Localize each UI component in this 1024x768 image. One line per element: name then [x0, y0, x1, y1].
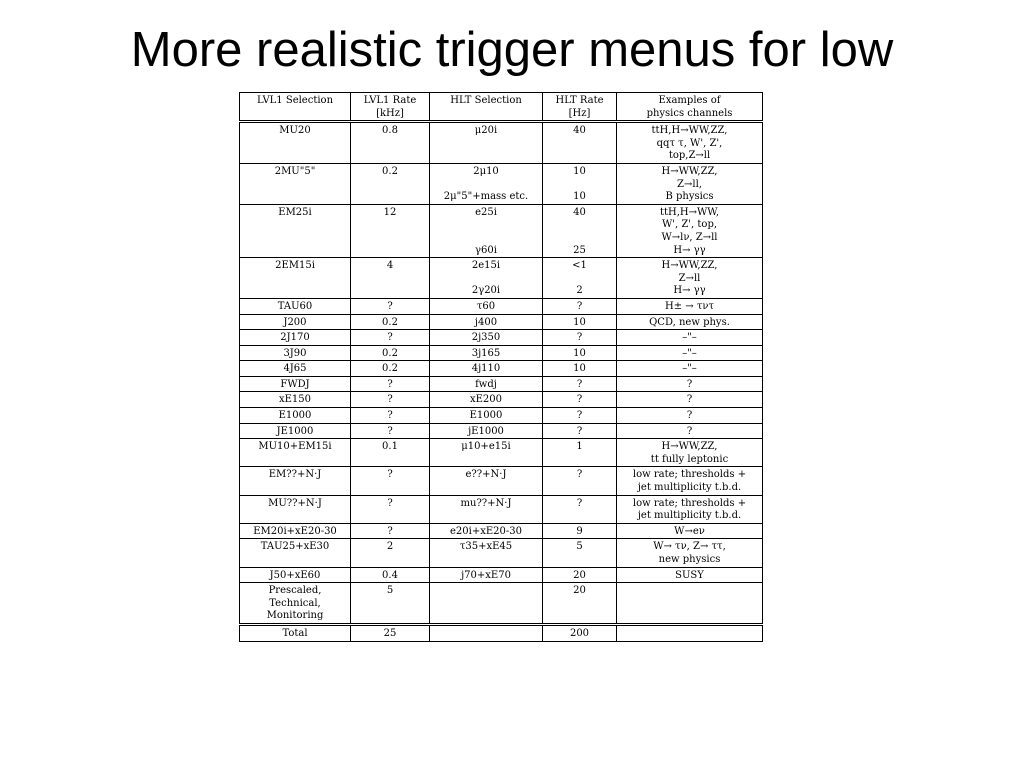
- cell-lvl1-rate: [351, 583, 430, 625]
- cell-line: ?: [387, 332, 393, 344]
- cell-line: ?: [387, 394, 393, 406]
- cell-line: 200: [569, 627, 590, 639]
- cell-hlt-selection: [430, 583, 543, 625]
- cell-line: 0.4: [382, 569, 398, 581]
- cell-line: 4j110: [471, 363, 501, 375]
- cell-lvl1-selection: [240, 495, 351, 523]
- cell-line: [432, 585, 540, 598]
- cell-hlt-selection: [430, 467, 543, 495]
- cell-physics-channels: [617, 392, 763, 408]
- cell-line: [432, 273, 540, 286]
- cell-line: j400: [474, 316, 498, 328]
- cell-line: 2: [386, 541, 394, 553]
- cell-line: 0.2: [382, 363, 398, 375]
- cell-line: 20: [573, 585, 586, 597]
- cell-physics-channels: [617, 408, 763, 424]
- cell-hlt-rate: [543, 314, 617, 330]
- cell-line: 1: [576, 441, 583, 453]
- cell-hlt-rate: [543, 583, 617, 625]
- table-row: [240, 495, 763, 523]
- cell-line: [432, 219, 540, 232]
- cell-line: QCD, new phys.: [649, 316, 730, 328]
- cell-lvl1-rate: [351, 408, 430, 424]
- trigger-menu-table: [239, 92, 763, 642]
- cell-line: H→WW,ZZ,: [661, 441, 718, 453]
- table-row: [240, 163, 763, 204]
- cell-line: 0.1: [382, 441, 398, 453]
- cell-line: W→lν, Z→ll: [661, 231, 718, 243]
- table-row: [240, 439, 763, 467]
- cell-line: 12: [383, 206, 397, 218]
- cell-line: H→ γγ: [673, 244, 706, 256]
- cell-line: μ20i: [474, 125, 498, 137]
- cell-hlt-selection: [430, 122, 543, 164]
- cell-lvl1-rate: [351, 204, 430, 257]
- cell-line: low rate; thresholds +: [632, 497, 747, 509]
- cell-hlt-selection: [430, 298, 543, 314]
- cell-physics-channels: [617, 361, 763, 377]
- cell-hlt-selection: [430, 204, 543, 257]
- cell-line: HLT Selection: [450, 95, 522, 106]
- cell-line: mu??+N·J: [460, 497, 512, 509]
- cell-line: [545, 179, 614, 192]
- cell-line: 5: [576, 541, 583, 553]
- cell-line: 3J90: [283, 347, 307, 359]
- cell-line: ?: [387, 410, 393, 422]
- cell-line: [619, 628, 760, 641]
- cell-line: ?: [387, 300, 393, 312]
- cell-line: 0.2: [382, 347, 398, 359]
- cell-line: MU20: [279, 125, 311, 137]
- cell-lvl1-rate: [351, 439, 430, 467]
- cell-line: 10: [573, 165, 586, 177]
- cell-hlt-rate: [543, 523, 617, 539]
- cell-hlt-rate: [543, 122, 617, 164]
- cell-physics-channels: [617, 122, 763, 164]
- cell-line: γ60i: [475, 244, 497, 256]
- cell-line: EM??+N·J: [268, 469, 322, 481]
- cell-line: ?: [387, 497, 393, 509]
- cell-line: 9: [576, 525, 583, 537]
- cell-line: τ35+xE45: [459, 541, 513, 553]
- cell-line: EM20i+xE20-30: [253, 525, 337, 537]
- cell-lvl1-rate: [351, 361, 430, 377]
- cell-hlt-rate: [543, 330, 617, 346]
- cell-lvl1-rate: [351, 298, 430, 314]
- cell-physics-channels: [617, 423, 763, 439]
- cell-line: HLT Rate: [555, 95, 604, 106]
- cell-line: LVL1 Selection: [256, 95, 334, 106]
- cell-lvl1-rate: [351, 467, 430, 495]
- cell-line: ?: [576, 332, 583, 344]
- cell-line: [432, 179, 540, 192]
- cell-line: E1000: [469, 410, 503, 422]
- cell-line: [545, 232, 614, 245]
- table-row: [240, 583, 763, 625]
- cell-hlt-rate: [543, 376, 617, 392]
- cell-line: 2EM15i: [275, 260, 315, 272]
- cell-hlt-rate: [543, 345, 617, 361]
- cell-lvl1-selection: [240, 204, 351, 257]
- cell-line: [432, 232, 540, 245]
- slide-title: More realistic trigger menus for low: [130, 23, 894, 77]
- cell-line: ?: [576, 378, 583, 390]
- header-hlt-selection: [430, 93, 543, 122]
- cell-hlt-selection: [430, 376, 543, 392]
- cell-line: xE200: [469, 394, 503, 406]
- cell-line: e20i+xE20-30: [450, 525, 522, 537]
- cell-line: Z→ll: [678, 272, 701, 284]
- header-lvl1-rate: [351, 93, 430, 122]
- cell-physics-channels: [617, 314, 763, 330]
- cell-lvl1-rate: [351, 122, 430, 164]
- cell-line: 10: [573, 363, 586, 375]
- cell-line: jet multiplicity t.b.d.: [637, 510, 742, 522]
- cell-line: 4J65: [283, 363, 307, 375]
- cell-line: 20: [573, 569, 586, 581]
- table-row: [240, 467, 763, 495]
- cell-line: 40: [573, 206, 586, 218]
- cell-lvl1-rate: [351, 523, 430, 539]
- table-row: [240, 314, 763, 330]
- cell-hlt-selection: [430, 567, 543, 583]
- cell-physics-channels: [617, 258, 763, 299]
- cell-line: Monitoring: [266, 610, 324, 622]
- cell-lvl1-selection: [240, 583, 351, 625]
- cell-lvl1-rate: [351, 423, 430, 439]
- cell-lvl1-selection: [240, 567, 351, 583]
- cell-line: jE1000: [468, 425, 504, 437]
- cell-hlt-rate: [543, 439, 617, 467]
- table-header: [240, 93, 763, 122]
- cell-lvl1-rate: [351, 163, 430, 204]
- cell-physics-channels: [617, 624, 763, 641]
- cell-line: [545, 219, 614, 232]
- cell-line: 2μ"5"+mass etc.: [443, 191, 529, 203]
- cell-line: J200: [283, 316, 307, 328]
- cell-lvl1-selection: [240, 345, 351, 361]
- cell-line: top,Z→ll: [668, 150, 711, 162]
- header-lvl1-selection: [240, 93, 351, 122]
- cell-physics-channels: [617, 467, 763, 495]
- cell-hlt-rate: [543, 298, 617, 314]
- cell-line: H→WW,ZZ,: [661, 260, 718, 272]
- cell-hlt-rate: [543, 392, 617, 408]
- cell-physics-channels: [617, 523, 763, 539]
- cell-lvl1-selection: [240, 258, 351, 299]
- cell-line: Examples of: [658, 95, 721, 106]
- cell-line: [619, 585, 760, 598]
- cell-lvl1-rate: [351, 314, 430, 330]
- cell-hlt-selection: [430, 330, 543, 346]
- cell-line: ?: [576, 469, 583, 481]
- table-row: [240, 330, 763, 346]
- table-row: [240, 122, 763, 164]
- cell-lvl1-selection: [240, 163, 351, 204]
- cell-lvl1-selection: [240, 523, 351, 539]
- cell-line: 10: [573, 316, 586, 328]
- cell-physics-channels: [617, 539, 763, 567]
- cell-line: SUSY: [675, 569, 704, 581]
- cell-hlt-selection: [430, 163, 543, 204]
- cell-line: ttH,H→WW,ZZ,: [651, 125, 728, 137]
- cell-lvl1-selection: [240, 408, 351, 424]
- cell-hlt-rate: [543, 258, 617, 299]
- cell-line: JE1000: [276, 425, 314, 437]
- table-row: [240, 408, 763, 424]
- table-body: [240, 122, 763, 641]
- cell-hlt-rate: [543, 567, 617, 583]
- cell-lvl1-rate: [351, 258, 430, 299]
- cell-line: ?: [686, 410, 693, 422]
- table-row: [240, 204, 763, 257]
- cell-lvl1-selection: [240, 314, 351, 330]
- cell-line: fwdj: [475, 378, 497, 390]
- cell-line: J50+xE60: [269, 569, 321, 581]
- cell-line: –"–: [682, 332, 697, 344]
- cell-line: Total: [282, 627, 308, 639]
- cell-hlt-rate: [543, 361, 617, 377]
- cell-line: FWDJ: [280, 378, 310, 390]
- cell-hlt-selection: [430, 314, 543, 330]
- cell-line: 25: [573, 244, 586, 256]
- cell-line: W', Z', top,: [661, 219, 718, 231]
- cell-hlt-rate: [543, 467, 617, 495]
- cell-line: 4: [386, 260, 394, 272]
- cell-line: TAU25+xE30: [260, 541, 330, 553]
- cell-lvl1-selection: [240, 423, 351, 439]
- cell-line: TAU60: [277, 300, 313, 312]
- cell-physics-channels: [617, 298, 763, 314]
- cell-line: ?: [387, 525, 393, 537]
- cell-line: –"–: [682, 347, 697, 359]
- cell-line: E1000: [278, 410, 312, 422]
- cell-line: [545, 273, 614, 286]
- table-row: [240, 258, 763, 299]
- cell-physics-channels: [617, 376, 763, 392]
- table-row: [240, 624, 763, 641]
- cell-hlt-rate: [543, 163, 617, 204]
- table-row: [240, 376, 763, 392]
- cell-line: xE150: [278, 394, 312, 406]
- cell-line: <1: [572, 260, 587, 272]
- cell-line: 2: [576, 285, 583, 297]
- cell-lvl1-selection: [240, 467, 351, 495]
- cell-lvl1-rate: [351, 376, 430, 392]
- cell-lvl1-selection: [240, 392, 351, 408]
- cell-physics-channels: [617, 583, 763, 625]
- cell-hlt-selection: [430, 258, 543, 299]
- cell-line: H→ γγ: [673, 285, 706, 297]
- cell-line: LVL1 Rate: [363, 95, 417, 106]
- cell-line: 0.8: [382, 125, 398, 137]
- cell-physics-channels: [617, 345, 763, 361]
- cell-line: qqτ τ, W', Z',: [656, 137, 723, 149]
- cell-line: 5: [386, 585, 394, 597]
- cell-line: ?: [576, 394, 583, 406]
- cell-line: low rate; thresholds +: [632, 469, 747, 481]
- cell-hlt-selection: [430, 539, 543, 567]
- cell-line: 2MU"5": [274, 165, 316, 177]
- cell-lvl1-selection: [240, 122, 351, 164]
- cell-physics-channels: [617, 204, 763, 257]
- cell-hlt-selection: [430, 523, 543, 539]
- cell-hlt-selection: [430, 408, 543, 424]
- cell-line: e??+N·J: [465, 469, 507, 481]
- cell-line: ?: [387, 469, 393, 481]
- cell-lvl1-rate: [351, 567, 430, 583]
- cell-line: H→WW,ZZ,: [661, 165, 718, 177]
- cell-line: MU10+EM15i: [258, 441, 332, 453]
- cell-hlt-rate: [543, 408, 617, 424]
- cell-physics-channels: [617, 330, 763, 346]
- table-row: [240, 539, 763, 567]
- cell-lvl1-selection: [240, 298, 351, 314]
- cell-line: e25i: [475, 206, 497, 218]
- cell-line: ?: [686, 425, 693, 437]
- cell-line: tt fully leptonic: [650, 453, 729, 465]
- cell-line: [Hz]: [568, 107, 591, 119]
- cell-hlt-selection: [430, 361, 543, 377]
- cell-line: [432, 628, 540, 641]
- table-row: [240, 345, 763, 361]
- cell-line: 2e15i: [471, 260, 501, 272]
- cell-line: τ60: [476, 300, 496, 312]
- cell-physics-channels: [617, 163, 763, 204]
- cell-line: Z→ll,: [677, 178, 702, 190]
- cell-line: jet multiplicity t.b.d.: [637, 482, 742, 494]
- cell-lvl1-selection: [240, 624, 351, 641]
- cell-line: [kHz]: [376, 107, 404, 119]
- cell-hlt-selection: [430, 624, 543, 641]
- header-physics-channels: [617, 93, 763, 122]
- cell-line: B physics: [665, 191, 714, 203]
- cell-lvl1-rate: [351, 392, 430, 408]
- cell-hlt-rate: [543, 624, 617, 641]
- cell-lvl1-selection: [240, 330, 351, 346]
- cell-lvl1-rate: [351, 330, 430, 346]
- cell-line: MU??+N·J: [268, 497, 322, 509]
- cell-hlt-rate: [543, 204, 617, 257]
- table-row: [240, 361, 763, 377]
- cell-lvl1-rate: [351, 345, 430, 361]
- cell-hlt-rate: [543, 539, 617, 567]
- cell-physics-channels: [617, 567, 763, 583]
- cell-hlt-selection: [430, 345, 543, 361]
- cell-line: 25: [383, 627, 397, 639]
- cell-line: –"–: [682, 363, 697, 375]
- cell-line: ?: [387, 378, 393, 390]
- header-row: [240, 93, 763, 122]
- cell-line: ?: [686, 394, 693, 406]
- cell-line: 2γ20i: [471, 285, 501, 297]
- cell-line: 3j165: [471, 347, 501, 359]
- cell-hlt-selection: [430, 439, 543, 467]
- cell-physics-channels: [617, 439, 763, 467]
- cell-line: 2J170: [280, 332, 310, 344]
- table-row: [240, 392, 763, 408]
- table-row: [240, 423, 763, 439]
- table-row: [240, 567, 763, 583]
- cell-line: physics channels: [646, 107, 733, 119]
- cell-line: ?: [576, 410, 583, 422]
- cell-line: ?: [686, 378, 693, 390]
- cell-line: 0.2: [382, 165, 398, 177]
- cell-line: W→ τν, Z→ ττ,: [653, 541, 726, 553]
- cell-line: 2μ10: [473, 165, 499, 177]
- cell-line: Technical,: [269, 597, 321, 609]
- table-row: [240, 298, 763, 314]
- cell-line: W→eν: [674, 525, 705, 537]
- cell-line: ?: [576, 300, 583, 312]
- cell-line: j70+xE70: [461, 569, 511, 581]
- cell-hlt-selection: [430, 423, 543, 439]
- cell-line: 10: [573, 191, 586, 203]
- cell-line: 10: [573, 347, 586, 359]
- cell-hlt-rate: [543, 495, 617, 523]
- cell-lvl1-rate: [351, 539, 430, 567]
- cell-hlt-selection: [430, 495, 543, 523]
- cell-line: ttH,H→WW,: [659, 206, 720, 218]
- cell-physics-channels: [617, 495, 763, 523]
- cell-line: ?: [387, 425, 393, 437]
- header-hlt-rate: [543, 93, 617, 122]
- cell-lvl1-selection: [240, 539, 351, 567]
- cell-line: new physics: [658, 554, 721, 565]
- cell-lvl1-rate: [351, 624, 430, 641]
- cell-line: ?: [576, 497, 583, 509]
- cell-line: Prescaled,: [268, 585, 322, 597]
- cell-line: 40: [573, 125, 586, 137]
- cell-lvl1-selection: [240, 361, 351, 377]
- cell-line: 0.2: [382, 316, 398, 328]
- cell-lvl1-selection: [240, 376, 351, 392]
- cell-line: H± → τντ: [665, 300, 714, 312]
- cell-line: ?: [576, 425, 583, 437]
- cell-lvl1-rate: [351, 495, 430, 523]
- cell-hlt-selection: [430, 392, 543, 408]
- cell-line: EM25i: [278, 206, 312, 218]
- cell-line: 2j350: [471, 332, 501, 344]
- table-row: [240, 523, 763, 539]
- trigger-menu-table-container: [239, 92, 762, 642]
- cell-lvl1-selection: [240, 439, 351, 467]
- cell-hlt-rate: [543, 423, 617, 439]
- cell-line: μ10+e15i: [461, 441, 511, 453]
